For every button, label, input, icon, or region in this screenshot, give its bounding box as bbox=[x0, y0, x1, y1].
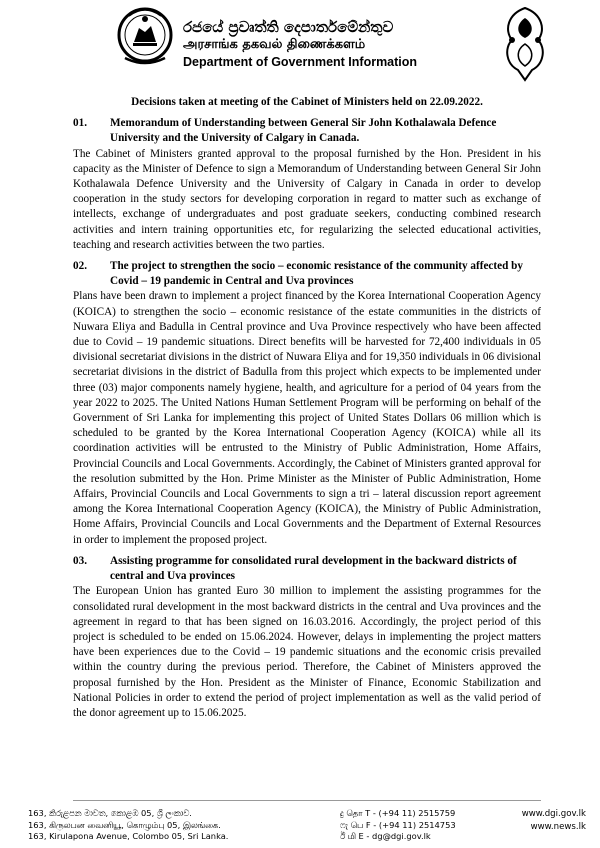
section-number: 02. bbox=[73, 260, 87, 273]
department-name-english: Department of Government Information bbox=[183, 55, 418, 69]
section-title: Assisting programme for consolidated rural development in the backward districts of central and Uva provinces bbox=[110, 554, 517, 583]
decorative-ornament-icon bbox=[498, 4, 552, 82]
cabinet-decisions-content bbox=[73, 95, 541, 721]
section-title: The project to strengthen the socio – economic resistance of the community affected by Covid – 19 pandemic in Central and Uva provinces bbox=[110, 260, 523, 288]
section-heading bbox=[73, 554, 541, 584]
footer-divider bbox=[73, 800, 541, 801]
address-tamil: 163, கிருலபன வைனியூ, கொழும்பு 05, இலங்கை. bbox=[28, 819, 221, 830]
website-link-news[interactable]: www.news.lk bbox=[530, 822, 586, 832]
address-sinhala: 163, කිරුළපන මාවත, කොළඹ 05, ශ්‍රී ලංකාව. bbox=[28, 808, 192, 818]
section-body: The European Union has granted Euro 30 million to implement the assisting programmes for the consolidated rural development in the most backward districts in the central and Uva provinces and the agreement in regard to that has been signed on 16.03.2016. Accordingly, the project period of this project is scheduled to be ended on 15.06.2024. However, delays in implementing the project matters have been experiences due to the Covid – 19 pandemic situations and the economic crisis prevailed within the country during the previous period. Therefore, the Cabinet of Ministers approved the proposal furnished by the Hon. President as the Minister of Finance, Economic Stabilization and National Policies in order to extend the period of project implementation as well as the valid period of the donor agreement up to 15.06.2025. bbox=[73, 585, 541, 719]
section-number: 03. bbox=[73, 554, 87, 567]
decision-section-02 bbox=[73, 259, 541, 548]
page-footer bbox=[0, 800, 600, 848]
section-number: 01. bbox=[73, 117, 87, 130]
decision-section-01 bbox=[73, 116, 541, 253]
letterhead bbox=[0, 0, 600, 88]
section-body: Plans have been drawn to implement a project financed by the Korea International Cooperation Agency (KOICA) to strengthen the socio – economic resistance of the estate communities in the districts of Nuwara Eliya and Badulla in Central province and Uva Province respectively who have been affected due to Covid – 19 pandemic situations. Direct benefits will be harvested for 72,400 individuals in 05 divisional secretariat divisions in the district of Nuwara Eliya and for 19,350 individuals in 06 divisional secretariat divisions in the district of Badulla from this project which expects to be implemented under three (03) major components namely hygiene, health, and agriculture for a period of 04 years from the year 2022 to 2025. The United Nations Human Settlement Program will be performing on behalf of the Government of Sri Lanka for implementing this project of United States Dollars 06 million which is scheduled to be granted by the Korea International Cooperation Agency (KOICA) while all its coordination activities will be entrusted to the Ministry of Public Administration, Home Affairs, Provincial Councils and Local Governments. Accordingly, the Cabinet of Ministers granted approval for the resolution submitted by the Hon. Prime Minister as the Minister of Public Administration, Home Affairs, Provincial Councils and Local Governments to sign a tri – lateral discussion report agreement among the Korea International Cooperation Agency (KOICA), the Ministry of Public Administration, Home Affairs, Provincial Councils and Local Governments and the Department of External Resources in order to implement the proposed project. bbox=[73, 290, 541, 546]
decision-section-03 bbox=[73, 554, 541, 721]
email-address[interactable]: ඊ மி E - dg@dgi.gov.lk bbox=[340, 831, 431, 841]
footer-contact bbox=[340, 808, 456, 843]
website-link-dgi[interactable]: www.dgi.gov.lk bbox=[521, 809, 586, 819]
fax-number: ෆැ பெ F - (+94 11) 2514753 bbox=[340, 819, 456, 830]
department-name-sinhala: රජයේ ප්‍රවෘත්ති දෙපාර්තමේන්තුව bbox=[183, 18, 394, 36]
address-english: 163, Kirulapona Avenue, Colombo 05, Sri Lanka. bbox=[28, 831, 229, 841]
phone-number: දු தொ T - (+94 11) 2515759 bbox=[340, 808, 456, 818]
section-body: The Cabinet of Ministers granted approval to the proposal furnished by the Hon. President in his capacity as the Minister of Defence to sign a Memorandum of Understanding between General Sir John Kothalawala Defence University and the University of Calgary in Canada in order to develop cooperation in the study sectors for developing corporation in regard to matter such as exchange of intellects, exchange of undergraduates and post graduate seekers, conducting combined research activities and intern training opportunities etc, for regularizing the selected educational activities, teaching and research activities between the two parties. bbox=[73, 147, 541, 251]
section-title: Memorandum of Understanding between General Sir John Kothalawala Defence University and the University of Calgary in Canada. bbox=[110, 117, 497, 145]
section-heading bbox=[73, 259, 541, 289]
footer-address bbox=[28, 808, 228, 843]
sri-lanka-emblem-icon bbox=[115, 6, 175, 68]
page-title: Decisions taken at meeting of the Cabinet of Ministers held on 22.09.2022. bbox=[131, 96, 483, 108]
department-name-tamil: அரசாங்க தகவல் திணைக்களம் bbox=[183, 37, 366, 52]
footer-websites bbox=[522, 808, 586, 834]
section-heading bbox=[73, 116, 541, 146]
